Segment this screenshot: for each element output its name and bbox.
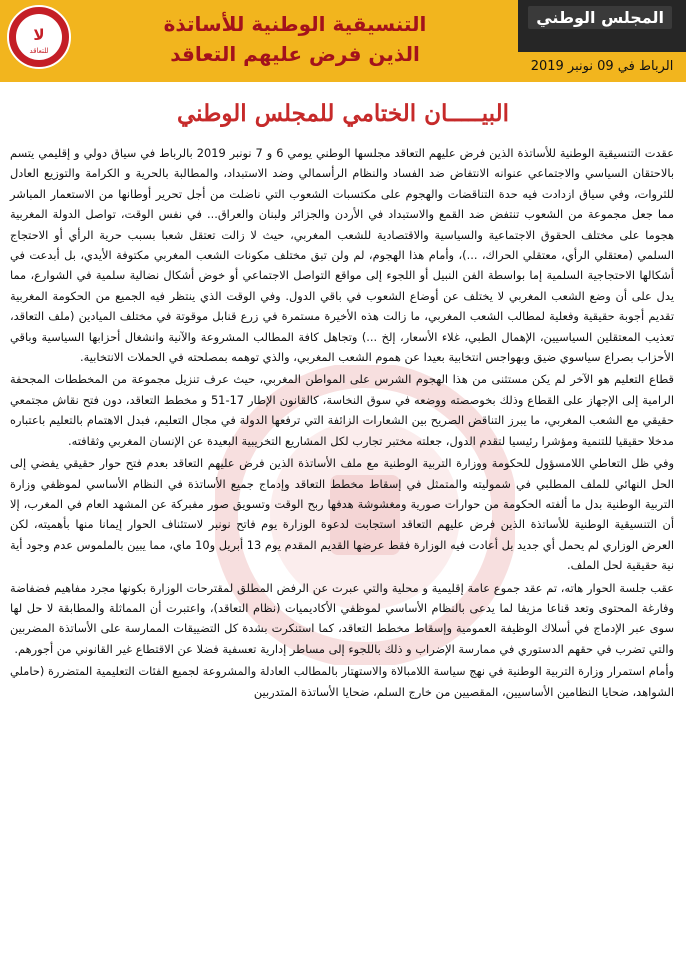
- paragraph-dialogue: وفي ظل التعاطي اللامسؤول للحكومة ووزارة التربية الوطنية مع ملف الأساتذة الذين فرض عليهم التعاقد بعدم فتح حوار حقيقي يفضي إلى الحل النهائي للملف المطلبي في شموليته والمتمثل في إسقاط مخطط التعاقد وإدماج جميع الأساتذة في النظام الأساسي لموظفي وزارة التربية الوطنية بدل ما ألفته الحكومة من حوارات صورية ومغشوشة هدفها ربح الوقت وتسويق صور مفبركة عن المشهد العام في المغرب، إلا أن التنسيقية الوطنية للأساتذة الذين فرض عليهم التعاقد استجابت لدعوة الوزارة يوم فاتح نونبر لاستئناف الحوار إيمانا منها بأهميته، لكن العرض الوزاري لم يحمل أي جديد بل أعادت فيه الوزارة فقط عرضها القديم المقدم يوم 13 أبريل و10 ماي، مما يبين بالملموس عدم وجود أية نية حقيقية لحل الملف.: [10, 456, 674, 573]
- logo-subtext: للتعاقد: [29, 47, 49, 55]
- council-panel: [518, 0, 686, 82]
- logo-emblem-icon: [6, 2, 72, 72]
- letterhead: [0, 0, 686, 82]
- organization-name-line2: الذين فرض عليهم التعاقد: [170, 42, 420, 66]
- paragraph-continuation: وأمام استمرار وزارة التربية الوطنية في نهج سياسة اللامبالاة والاستهتار بالمطالب العادلة والمشروعة لجميع الفئات التعليمية المتضررة (حاملي الشواهد، ضحايا النظامين الأساسيين، المقصيين من خارج السلم، ضحايا الأساتذة المتدربين: [10, 664, 674, 699]
- paragraph-education: قطاع التعليم هو الآخر لم يكن مستثنى من هذا الهجوم الشرس على المواطن المغربي، حيث عرف تنزيل مجموعة من المخططات المجحفة الرامية إلى الإجهاز على القطاع وذلك بخوصصته ووضعه في سوق النخاسة، كالقانون الإطار 17-51 و مخطط التعاقد، دون فتح نقاش مجتمعي حقيقي مع الشعب المغربي، ما يبرز التناقض الصريح بين الشعارات الزائفة التي ترفعها الدولة في مجال التعليم، فبدل الاهتمام بالتعليم باعتباره مدخلا حقيقيا للتنمية ومؤشرا رئيسيا لتقدم الدول، جعلته مختبر تجارب لكل المشاريع التخريبية البعيدة عن الإنسان المغربي وثقافته.: [10, 372, 674, 448]
- organization-name: [80, 4, 510, 74]
- council-name: المجلس الوطني: [528, 6, 672, 29]
- paragraph-assemblies: عقب جلسة الحوار هاته، تم عقد جموع عامة إقليمية و محلية والتي عبرت عن الرفض المطلق لمقترحات الوزارة بكونها مجرد مفاهيم فضفاضة وفارغة المحتوى وتعد قناعا مزيفا لما يدعى بالنظام الأساسي لموظفي الأكاديميات (نظام التعاقد)، واعتبرت أن المماثلة والمطابقة لا حل لها سوى عبر الإدماج في أسلاك الوظيفة العمومية وإسقاط مخطط التعاقد، كما استنكرت بشدة كل التضييقات الممارسة على الأساتذة المضربين والتي تضرب في حقهم الدستوري في ممارسة الإضراب و ذلك باللجوء إلى مساطر إدارية تعسفية فضلا عن الاقتطاع غير القانوني من أجورهم.: [10, 580, 674, 656]
- statement-body: [10, 143, 674, 702]
- document-title: البيـــــان الختامي للمجلس الوطني: [177, 100, 509, 127]
- issue-date: الرباط في 09 نونبر 2019: [518, 52, 686, 82]
- paragraph-context: عقدت التنسيقية الوطنية للأساتذة الذين فرض عليهم التعاقد مجلسها الوطني يومي 6 و 7 نونبر 2019 بالرباط في سياق دولي و إقليمي يتسم بالاحتقان السياسي والاجتماعي عنوانه الانتفاض ضد الفساد والنظام الرأسمالي وضد الاستبداد، والمطالبة بالحرية و الكرامة والتوزيع العادل للثروات، وفي سياق ازدادت فيه حدة التناقضات والهجوم على مكتسبات الشعوب التي ناضلت من أجل تحرير أوطانها من الاستعمار المباشر مما جعل مجموعة من الشعوب تنتفض ضد القمع والاستبداد في الأردن والجزائر ولبنان والعراق... في نفس الوقت، تواصل الدولة المغربية هجوما على مختلف الحقوق الاجتماعية والسياسية والاقتصادية للشعب المغربي، حيث لا زالت تعتقل شعبا بسبب حرية الرأي أو الاحتجاج السلمي (معتقلي الرأي، معتقلي الحراك، ...)، وأمام هذا الهجوم، لم ولن تبق مختلف مكونات الشعب المغربي مكتوفة الأيدي، بل أبدعت في أشكالها الاحتجاجية السلمية إما بواسطة الفن النبيل أو اللجوء إلى مواقع التواصل الاجتماعي أو خوض أشكال نضالية سلمية في الشوارع، مما يدل على أن وضع الشعب المغربي لا يختلف عن أوضاع الشعوب في باقي الدول. وفي الوقت الذي ينتظر فيه الجميع من الحكومة المغربية تقديم أجوبة حقيقية وفعلية لمطالب الشعب المغربي، ما زالت هذه الأخيرة مستمرة في زرع قنابل موقوتة في مختلف الميادين (ملف التعاقد، تعذيب المعتقلين السياسيين، الإهمال الطبي، غلاء الأسعار، إلخ ...) وتجاهل كافة المطالب المشروعة والآنية وانشغال أحزابها السياسية وباقي الأحزاب بصراع سياسوي ضيق وبهواجس انتخابية بعيدا عن هموم الشعب المغربي، والذي توهمه بمصلحته في الحملات الانتخابية.: [10, 146, 674, 365]
- logo-symbol: لا: [33, 26, 45, 44]
- organization-name-line1: التنسيقية الوطنية للأساتذة: [163, 12, 427, 36]
- organization-logo: [6, 2, 72, 72]
